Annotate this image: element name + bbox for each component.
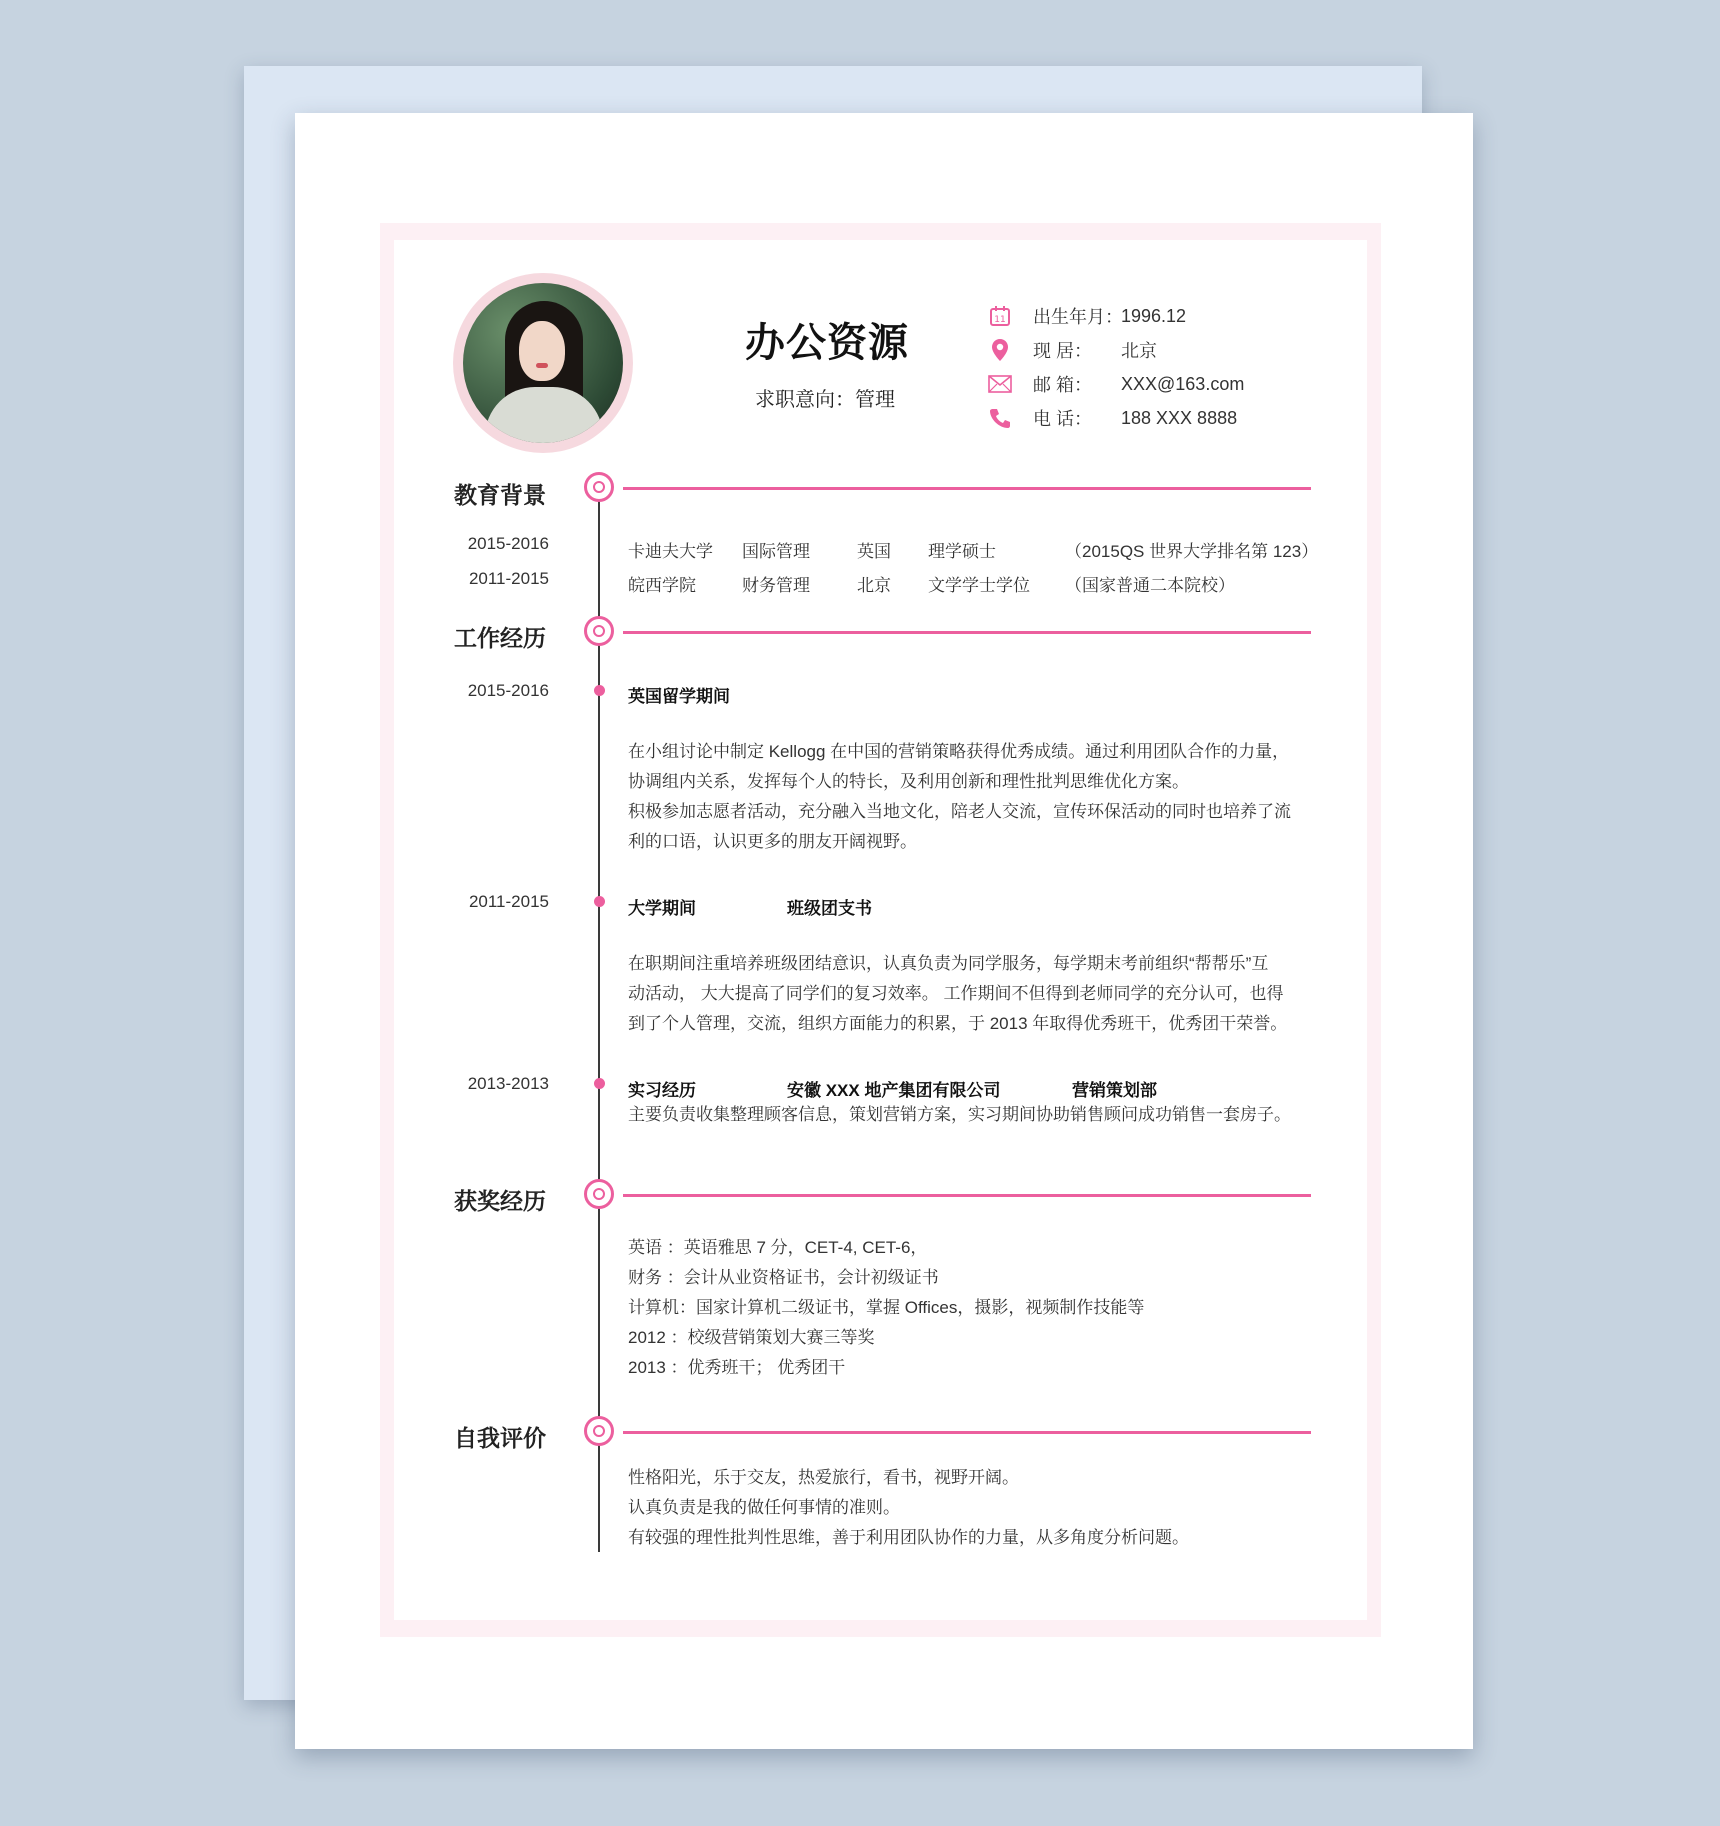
info-value: XXX@163.com — [1121, 373, 1245, 394]
work-role: 班级团支书 — [787, 899, 872, 918]
avatar-body — [485, 387, 603, 443]
text-line: 积极参加志愿者活动，充分融入当地文化，陪老人交流，宣传环保活动的同时也培养了流 — [628, 802, 1291, 821]
section-divider — [623, 1194, 1311, 1197]
info-value: 北京 — [1121, 341, 1157, 361]
section-marker-icon — [584, 1416, 614, 1446]
self-evaluation — [628, 1463, 1318, 1553]
info-label: 邮 箱： — [1033, 375, 1093, 395]
calendar-icon — [987, 303, 1013, 329]
avatar-face — [519, 321, 565, 381]
info-value: 1996.12 — [1121, 305, 1187, 326]
section-title-self: 自我评价 — [454, 1425, 546, 1451]
edu-date: 2015-2016 — [467, 534, 549, 553]
avatar-lips — [536, 363, 548, 368]
work-description — [628, 737, 1318, 857]
text-line: 认真负责是我的做任何事情的准则。 — [628, 1498, 900, 1517]
text-line: 在职期间注重培养班级团结意识，认真负责为同学服务，每学期末考前组织“帮帮乐”互 — [628, 954, 1269, 973]
edu-note: （国家普通二本院校） — [1065, 576, 1235, 595]
edu-degree: 理学硕士 — [928, 542, 996, 561]
section-title-education: 教育背景 — [454, 482, 546, 508]
text-line: 利的口语，认识更多的朋友开阔视野。 — [628, 832, 917, 851]
section-marker-icon — [584, 1179, 614, 1209]
text-line: 动活动， 大大提高了同学们的复习效率。 工作期间不但得到老师同学的充分认可，也得 — [628, 984, 1284, 1003]
work-department: 营销策划部 — [1072, 1081, 1157, 1100]
section-divider — [623, 487, 1311, 490]
info-label: 电 话： — [1033, 409, 1093, 429]
work-heading: 英国留学期间 — [628, 687, 730, 706]
section-divider — [623, 631, 1311, 634]
award-line: 2013 ：优秀班干； 优秀团干 — [628, 1358, 846, 1377]
timeline-dot — [594, 896, 605, 907]
info-residence — [987, 335, 1157, 365]
text-line: 协调组内关系，发挥每个人的特长，及利用创新和理性批判思维优化方案。 — [628, 772, 1189, 791]
edu-major: 财务管理 — [742, 576, 810, 595]
calendar-day: 11 — [994, 315, 1006, 325]
edu-date: 2011-2015 — [468, 569, 549, 588]
edu-degree: 文学学士学位 — [928, 576, 1030, 595]
edu-place: 英国 — [857, 542, 891, 561]
info-value: 188 XXX 8888 — [1121, 407, 1238, 428]
text-line: 到了个人管理，交流，组织方面能力的积累，于 2013 年取得优秀班干，优秀团干荣誉。 — [628, 1014, 1288, 1033]
work-date: 2013-2013 — [467, 1074, 549, 1093]
section-marker-icon — [584, 472, 614, 502]
award-line: 英语 ：英语雅思 7 分，CET-4, CET-6， — [628, 1238, 928, 1257]
award-line: 2012 ：校级营销策划大赛三等奖 — [628, 1328, 875, 1347]
info-phone — [987, 403, 1237, 433]
text-line: 主要负责收集整理顾客信息，策划营销方案，实习期间协助销售顾问成功销售一套房子。 — [628, 1105, 1291, 1124]
location-pin-icon — [987, 337, 1013, 363]
section-divider — [623, 1431, 1311, 1434]
work-company: 安徽 XXX 地产集团有限公司 — [787, 1081, 1001, 1100]
work-heading: 大学期间 — [628, 899, 696, 918]
work-date: 2011-2015 — [468, 892, 549, 911]
text-line: 有较强的理性批判性思维，善于利用团队协作的力量，从多角度分析问题。 — [628, 1528, 1189, 1547]
timeline-dot — [594, 1078, 605, 1089]
avatar — [463, 283, 623, 443]
timeline-dot — [594, 685, 605, 696]
awards-list — [628, 1233, 1318, 1383]
mail-icon — [987, 371, 1013, 397]
edu-school: 卡迪夫大学 — [628, 542, 713, 561]
section-marker-icon — [584, 616, 614, 646]
job-objective: 求职意向：管理 — [755, 389, 895, 411]
work-date: 2015-2016 — [467, 681, 549, 700]
info-label: 出生年月： — [1033, 307, 1123, 327]
award-line: 计算机：国家计算机二级证书，掌握 Offices，摄影，视频制作技能等 — [628, 1298, 1145, 1317]
timeline-line — [598, 487, 600, 1552]
edu-school: 皖西学院 — [628, 576, 696, 595]
edu-place: 北京 — [857, 576, 891, 595]
section-title-work: 工作经历 — [454, 625, 546, 651]
resume-page — [295, 113, 1473, 1749]
work-description — [628, 1100, 1318, 1130]
section-title-awards: 获奖经历 — [454, 1188, 546, 1214]
info-email — [987, 369, 1244, 399]
phone-icon — [987, 405, 1013, 431]
text-line: 在小组讨论中制定 Kellogg 在中国的营销策略获得优秀成绩。通过利用团队合作的力量， — [628, 742, 1290, 761]
edu-note: （2015QS 世界大学排名第 123） — [1065, 542, 1319, 561]
award-line: 财务 ：会计从业资格证书，会计初级证书 — [628, 1268, 939, 1287]
work-heading: 实习经历 — [628, 1081, 696, 1100]
work-description — [628, 949, 1318, 1039]
info-label: 现 居： — [1033, 341, 1093, 361]
edu-major: 国际管理 — [742, 542, 810, 561]
info-birth — [987, 301, 1186, 331]
candidate-name: 办公资源 — [745, 321, 909, 365]
text-line: 性格阳光，乐于交友，热爱旅行，看书，视野开阔。 — [628, 1468, 1019, 1487]
